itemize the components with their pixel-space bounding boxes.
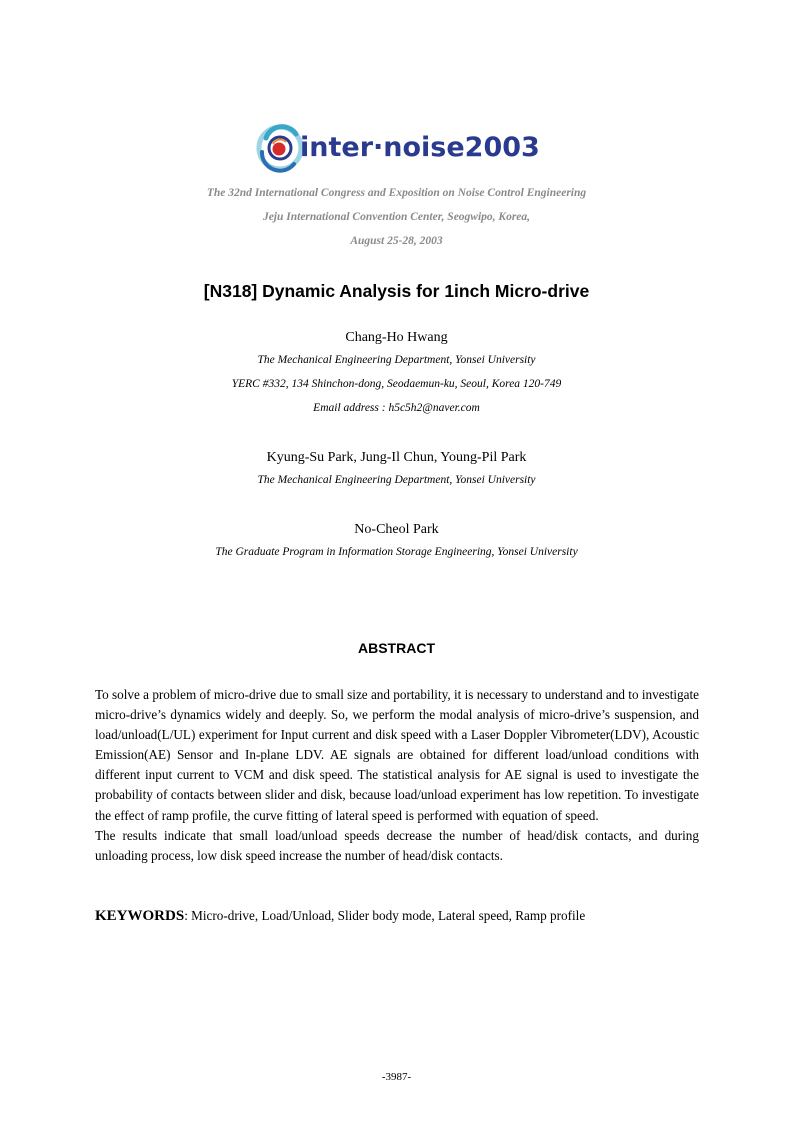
author-2-names: Kyung-Su Park, Jung-Il Chun, Young-Pil Park	[266, 450, 527, 465]
keywords-line	[95, 906, 699, 926]
conference-dates: August 25-28, 2003	[350, 235, 443, 247]
author-1-email: Email address : h5c5h2@naver.com	[313, 402, 480, 414]
keywords-label: KEYWORDS	[95, 908, 185, 924]
conference-logo	[256, 120, 546, 176]
page-number: -3987-	[381, 1071, 412, 1083]
author-1-affiliation: The Mechanical Engineering Department, Yonsei University	[257, 354, 536, 366]
swirl-logo-icon	[256, 120, 306, 176]
abstract-body	[95, 685, 699, 866]
abstract-heading: ABSTRACT	[358, 640, 435, 656]
conference-name: The 32nd International Congress and Exposition on Noise Control Engineering	[206, 187, 587, 199]
paper-title: [N318] Dynamic Analysis for 1inch Micro-drive	[203, 281, 590, 301]
logo-wordmark: inter·noise2003	[300, 132, 540, 163]
author-1-address: YERC #332, 134 Shinchon-dong, Seodaemun-ku, Seoul, Korea 120-749	[231, 378, 562, 390]
keywords-text: : Micro-drive, Load/Unload, Slider body mode, Lateral speed, Ramp profile	[184, 908, 586, 923]
author-3-affiliation: The Graduate Program in Information Storage Engineering, Yonsei University	[215, 546, 578, 558]
author-1-name: Chang-Ho Hwang	[345, 330, 448, 345]
abstract-paragraph-1: To solve a problem of micro-drive due to small size and portability, it is necessary to understand and to investigate micro-drive’s dynamics widely and deeply. So, we perform the modal analysis of micro-drive’s suspension, and load/unload(L/UL) experiment for Input current and disk speed with a Laser Doppler Vibrometer(LDV), Acoustic Emission(AE) Sensor and In-plane LDV. AE signals are obtained for different load/unload conditions with different input current to VCM and disk speed. The statistical analysis for AE signal is used to investigate the probability of contacts between slider and disk, because load/unload experiment has low repetition. To investigate the effect of ramp profile, the curve fitting of lateral speed is performed with equation of speed.	[95, 687, 699, 823]
author-2-affiliation: The Mechanical Engineering Department, Yonsei University	[257, 474, 536, 486]
author-3-name: No-Cheol Park	[354, 522, 439, 537]
conference-venue: Jeju International Convention Center, Seogwipo, Korea,	[262, 211, 531, 223]
abstract-paragraph-2: The results indicate that small load/unload speeds decrease the number of head/disk contacts, and during unloading process, low disk speed increase the number of head/disk contacts.	[95, 827, 699, 863]
